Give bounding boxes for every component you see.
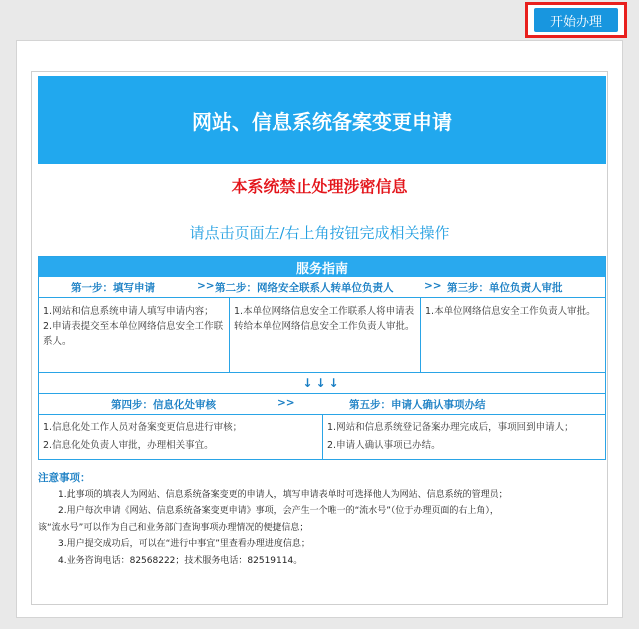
step-3-label: 第三步：单位负责人审批 <box>447 282 563 294</box>
content-frame <box>31 71 608 605</box>
start-button-highlight <box>525 2 627 38</box>
security-warning: 本系统禁止处理涉密信息 <box>231 177 408 196</box>
detail-text: 1.信息化处工作人员对备案变更信息进行审核； <box>43 422 243 433</box>
step-arrow: >> <box>424 280 442 292</box>
step-4-label: 第四步：信息化处审核 <box>111 399 216 411</box>
step-3-detail <box>421 298 605 372</box>
detail-text: 1.网站和信息系统申请人填写申请内容； <box>43 306 214 317</box>
step-4-detail <box>39 415 323 459</box>
steps-detail-row-1 <box>39 298 605 373</box>
step-5-label: 第五步：申请人确认事项办结 <box>349 399 486 411</box>
step-2-detail <box>230 298 421 372</box>
start-processing-button[interactable]: 开始办理 <box>534 8 618 32</box>
detail-text: 2.申请人确认事项已办结。 <box>327 440 441 451</box>
step-arrow: >> <box>277 397 295 409</box>
steps-row-1 <box>39 277 605 298</box>
note-item: 该“流水号”可以作为自己和业务部门查询事项办理情况的便捷信息； <box>38 522 309 533</box>
page-title: 网站、信息系统备案变更申请 <box>38 76 606 164</box>
step-2-label: 第二步：网络安全联系人转单位负责人 <box>215 282 394 294</box>
steps-detail-row-2 <box>39 415 605 459</box>
step-1-detail <box>39 298 230 372</box>
operation-hint: 请点击页面左/右上角按钮完成相关操作 <box>189 224 450 242</box>
down-arrows: ↓↓↓ <box>39 373 605 394</box>
step-1-label: 第一步：填写申请 <box>71 282 155 294</box>
guide-title: 服务指南 <box>39 257 605 277</box>
step-arrow: >> <box>197 280 215 292</box>
note-item: 2.用户每次申请《网站、信息系统备案变更申请》事项，会产生一个唯一的“流水号”（位于办理页面的右上角）， <box>58 506 499 516</box>
step-5-detail <box>323 415 605 459</box>
notes-section <box>38 470 604 569</box>
detail-text: 1.本单位网络信息安全工作负责人审批。 <box>425 306 596 317</box>
main-panel <box>16 40 623 618</box>
notes-title: 注意事项： <box>38 472 91 484</box>
note-item: 1.此事项的填表人为网站、信息系统备案变更的申请人，填写申请表单时可选择他人为网站、信息系统的管理员； <box>58 489 508 500</box>
service-guide <box>38 256 606 460</box>
detail-text: 1.本单位网络信息安全工作联系人将申请表转给本单位网络信息安全工作负责人审批。 <box>234 306 415 332</box>
detail-text: 2.信息化处负责人审批，办理相关事宜。 <box>43 440 214 451</box>
detail-text: 1.网站和信息系统登记备案办理完成后，事项回到申请人； <box>327 422 574 433</box>
note-item: 3.用户提交成功后，可以在“进行中事宜”里查看办理进度信息； <box>58 539 310 549</box>
note-item: 4.业务咨询电话：82568222；技术服务电话：82519114。 <box>58 555 303 566</box>
detail-text: 2.申请表提交至本单位网络信息安全工作联系人。 <box>43 321 224 347</box>
steps-row-2 <box>39 394 605 415</box>
